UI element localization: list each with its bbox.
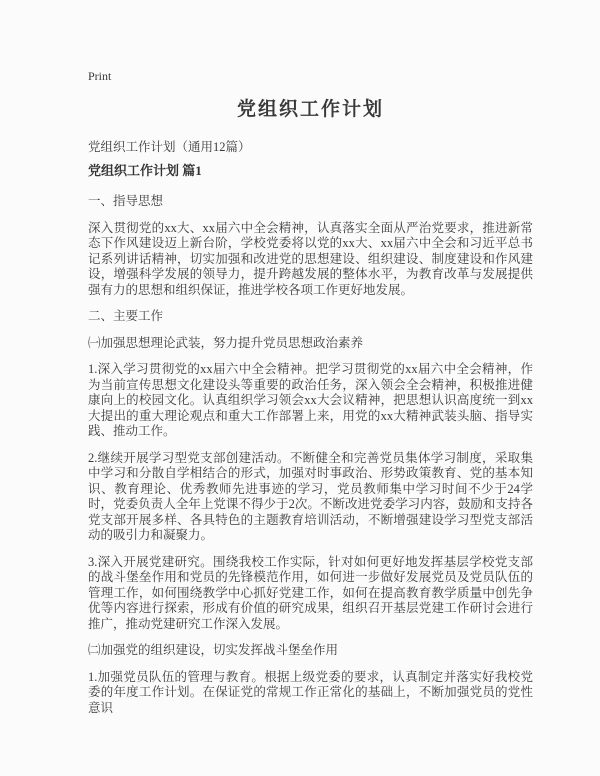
paragraph: 3.深入开展党建研究。围绕我校工作实际，针对如何更好地发挥基层学校党支部的战斗堡垒作用和党员的先锋模范作用，如何进一步做好发展党员及党员队伍的管理工作，如何围绕教学中心抓好党建工作，如何在提高教育教学质量中创先争优等内容进行探索，形成有价值的研究成果，组织召开基层党建工作研讨会进行推广，推动党建研究工作深入发展。 <box>88 554 533 631</box>
paragraph: 二、主要工作 <box>88 309 164 323</box>
page-title: 党组织工作计划 <box>236 99 384 120</box>
doc-subtitle: 党组织工作计划（通用12篇） <box>88 140 251 154</box>
paragraph: 一、指导思想 <box>88 194 164 208</box>
document-body <box>88 162 533 716</box>
paragraph: ㈡加强党的组织建设，切实发挥战斗堡垒作用 <box>88 643 339 657</box>
paragraph: 深入贯彻党的xx大、xx届六中全会精神，认真落实全面从严治党要求，推进新常态下作风建设迈上新台阶，学校党委将以党的xx大、xx届六中全会和习近平总书记系列讲话精神，切实加强和改进党的思想建设、组织建设、制度建设和作风建设，增强科学发展的领导力，提升跨越发展的整体水平，为教育改革与发展提供强有力的思想和组织保证，推进学校各项工作更好地发展。 <box>88 220 533 297</box>
paragraph: 1.深入学习贯彻党的xx届六中全会精神。把学习贯彻党的xx届六中全会精神，作为当前宣传思想文化建设头等重要的政治任务，深入领会全会精神，积极推进健康向上的校园文化。认真组织学习领会xx大会议精神，把思想认识高度统一到xx大提出的重大理论观点和重大工作部署上来，用党的xx大精神武装头脑、指导实践、推动工作。 <box>88 362 533 438</box>
paragraph: 2.继续开展学习型党支部创建活动。不断健全和完善党员集体学习制度，采取集中学习和分散自学相结合的形式，加强对时事政治、形势政策教育、党的基本知识、教育理论、优秀教师先进事迹的学习，党员教师集中学习时间不少于24学时，党委负责人全年上党课不得少于2次。不断改进党委学习内容，鼓励和支持各党支部开展多样、各具特色的主题教育培训活动，不断增强建设学习型党支部活动的吸引力和凝聚力。 <box>88 450 533 542</box>
print-link[interactable]: Print <box>88 69 112 83</box>
paragraph: 1.加强党员队伍的管理与教育。根据上级党委的要求，认真制定并落实好我校党委的年度工作计划。在保证党的常规工作正常化的基础上，不断加强党员的党性意识 <box>88 669 533 715</box>
section-heading: 党组织工作计划 篇1 <box>88 163 202 178</box>
paragraph: ㈠加强思想理论武装，努力提升党员思想政治素养 <box>88 335 364 350</box>
